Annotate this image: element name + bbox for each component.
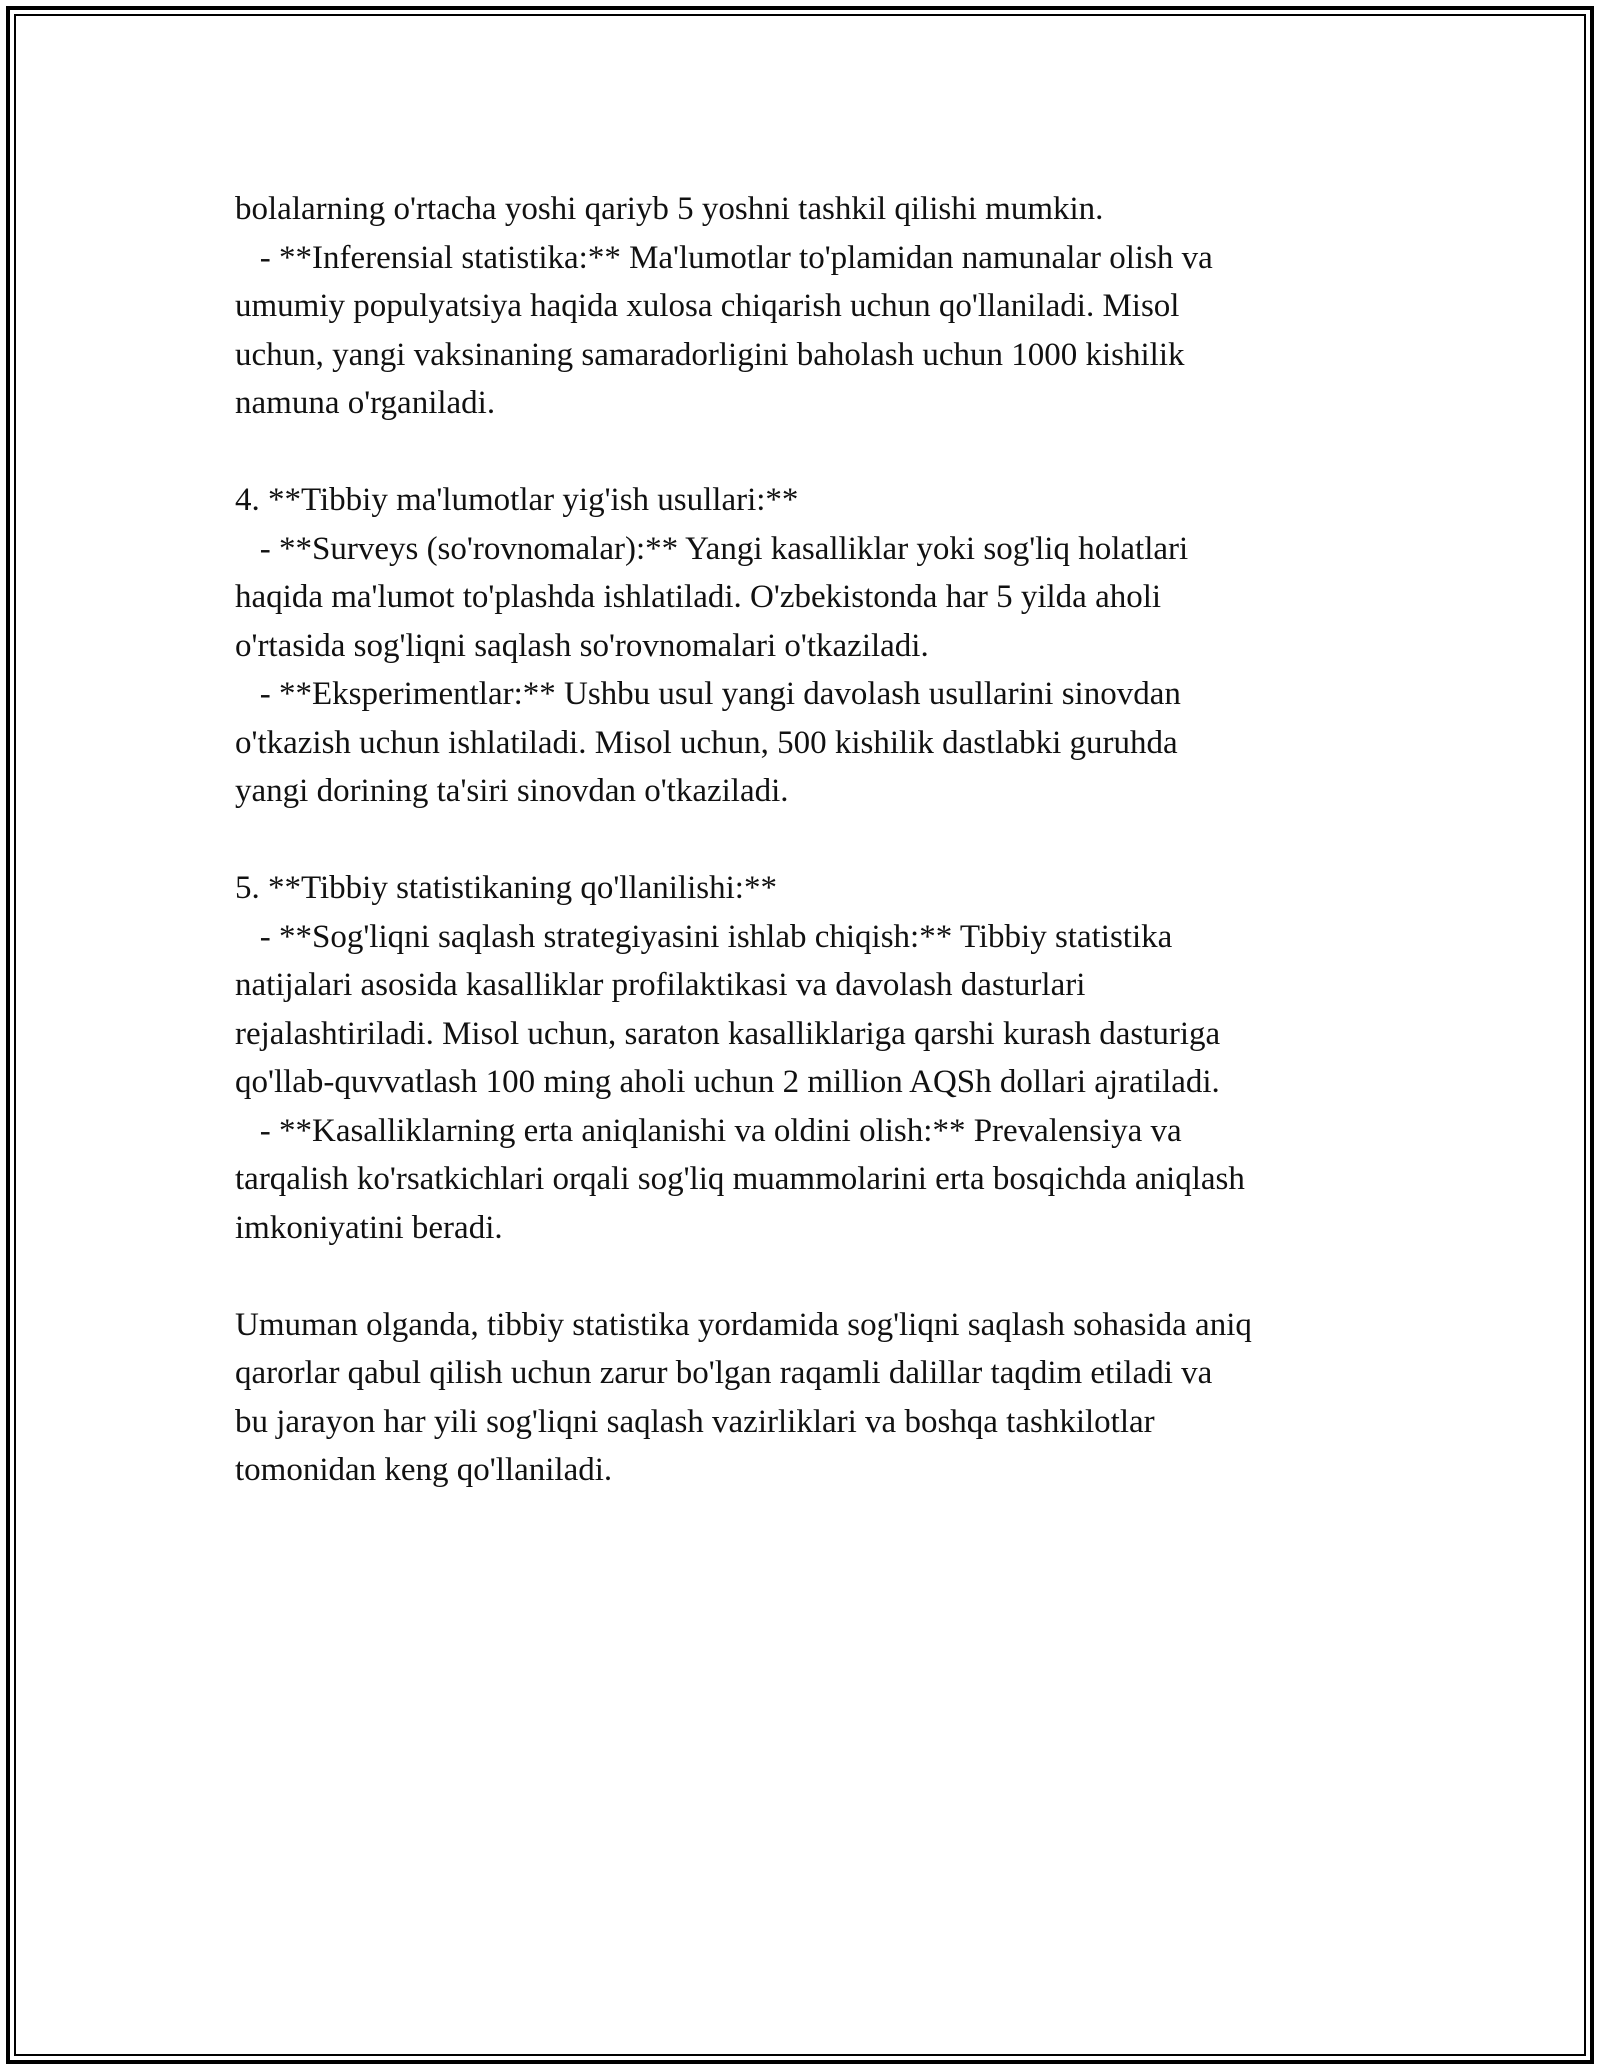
text-line: o'tkazish uchun ishlatiladi. Misol uchun, 500 kishilik dastlabki guruhda — [235, 724, 1178, 761]
text-line: umumiy populyatsiya haqida xulosa chiqarish uchun qo'llaniladi. Misol — [235, 288, 1180, 324]
text-line: qo'llab-quvvatlash 100 ming aholi uchun 2 million AQSh dollari ajratiladi. — [235, 1064, 1220, 1100]
text-line: bolalarning o'rtacha yoshi qariyb 5 yoshni tashkil qilishi mumkin. — [235, 191, 1104, 227]
text-line: uchun, yangi vaksinaning samaradorligini baholash uchun 1000 kishilik — [235, 336, 1185, 373]
text-line: - **Sog'liqni saqlash strategiyasini ishlab chiqish:** Tibbiy statistika — [235, 918, 1173, 955]
paragraph-gap — [235, 428, 1385, 477]
text-line: rejalashtiriladi. Misol uchun, saraton kasalliklariga qarshi kurash dasturiga — [235, 1015, 1221, 1052]
text-line: bu jarayon har yili sog'liqni saqlash vazirliklari va boshqa tashkilotlar — [235, 1403, 1155, 1440]
paragraph-statistics-types — [235, 185, 1385, 428]
text-line: o'rtasida sog'liqni saqlash so'rovnomalari o'tkaziladi. — [235, 627, 929, 664]
text-line: namuna o'rganiladi. — [235, 385, 496, 421]
text-line: yangi dorining ta'siri sinovdan o'tkaziladi. — [235, 773, 789, 809]
paragraph-gap — [235, 1252, 1385, 1301]
document-body — [235, 185, 1385, 1495]
text-line: imkoniyatini beradi. — [235, 1209, 503, 1246]
section-heading: 5. **Tibbiy statistikaning qo'llanilishi:** — [235, 870, 777, 906]
text-line: tomonidan keng qo'llaniladi. — [235, 1452, 613, 1488]
text-line: haqida ma'lumot to'plashda ishlatiladi. O'zbekistonda har 5 yilda aholi — [235, 579, 1162, 615]
text-line: natijalari asosida kasalliklar profilaktikasi va davolash dasturlari — [235, 967, 1086, 1003]
text-line: tarqalish ko'rsatkichlari orqali sog'liq muammolarini erta bosqichda aniqlash — [235, 1161, 1245, 1197]
paragraph-conclusion — [235, 1301, 1385, 1495]
section-heading: 4. **Tibbiy ma'lumotlar yig'ish usullari:** — [235, 482, 799, 518]
text-line: - **Inferensial statistika:** Ma'lumotlar to'plamidan namunalar olish va — [235, 239, 1213, 276]
text-line: - **Kasalliklarning erta aniqlanishi va oldini olish:** Prevalensiya va — [235, 1112, 1182, 1149]
text-line: qarorlar qabul qilish uchun zarur bo'lgan raqamli dalillar taqdim etiladi va — [235, 1355, 1213, 1391]
section-applications — [235, 864, 1385, 1252]
text-line: Umuman olganda, tibbiy statistika yordamida sog'liqni saqlash sohasida aniq — [235, 1306, 1252, 1343]
paragraph-gap — [235, 816, 1385, 865]
text-line: - **Eksperimentlar:** Ushbu usul yangi davolash usullarini sinovdan — [235, 676, 1181, 712]
text-line: - **Surveys (so'rovnomalar):** Yangi kasalliklar yoki sog'liq holatlari — [235, 530, 1189, 567]
section-data-collection — [235, 476, 1385, 816]
